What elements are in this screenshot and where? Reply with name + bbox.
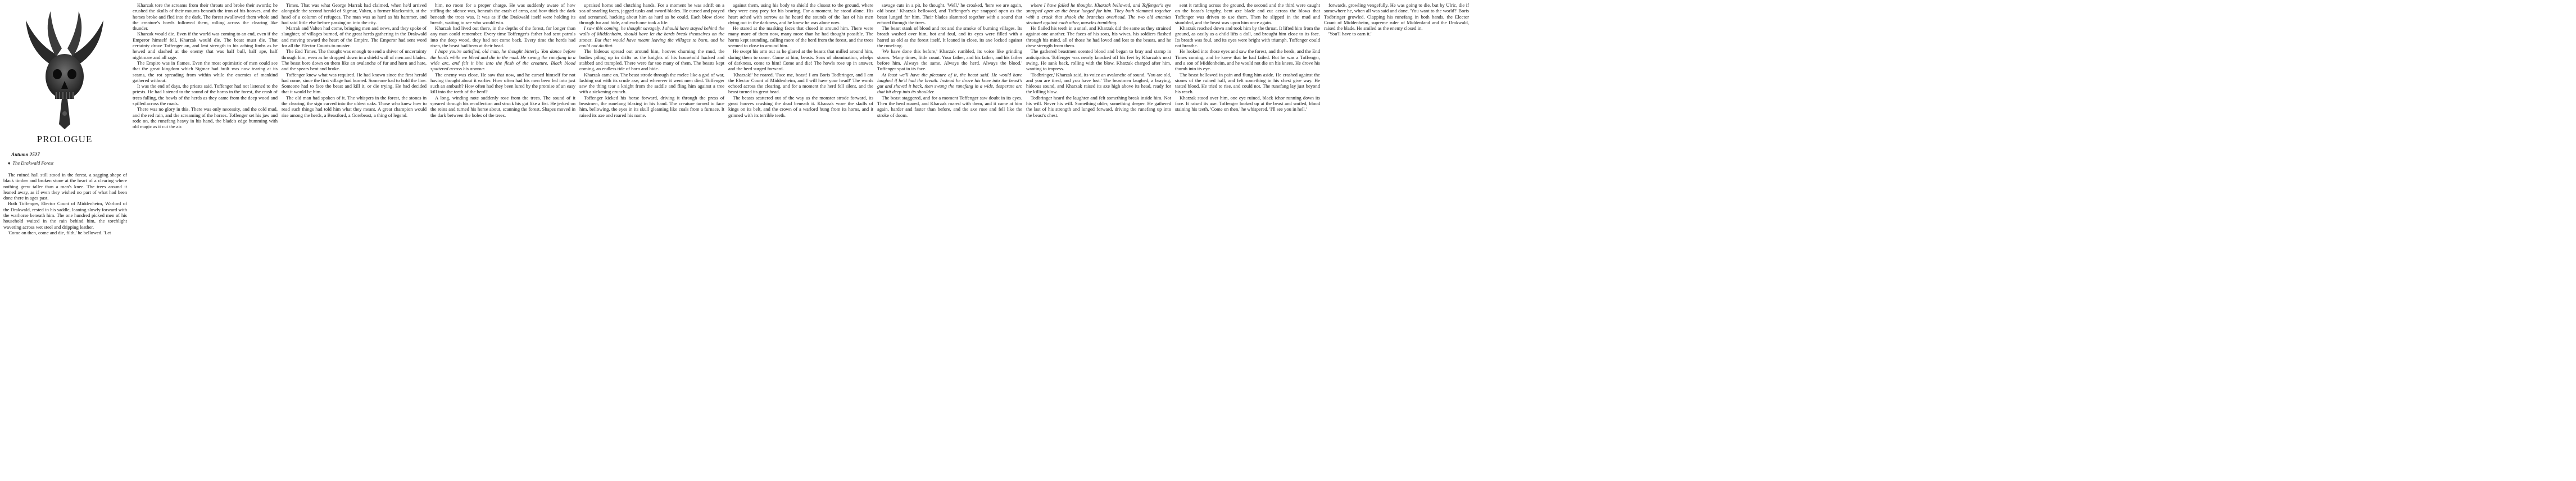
paragraph: Marrak and Valten had come, bringing men and news, and they spoke of slaughter, of villages burned, of the great herds gathering in the Drakwald and moving toward the heart of the Empire. The Emperor had sent word for all the Elector Counts to muster. <box>282 25 427 49</box>
paragraph: 'We have done this before,' Kharzak rumbled, its voice like grinding stones. 'Many times, little count. Your father, and his father, and his father before him. Always the same. Always the herd. Always the blood.' Toffenger spat in its face. <box>877 48 1022 72</box>
text-column-8 <box>1175 2 1320 479</box>
paragraph: him, no room for a proper charge. He was suddenly aware of how stifling the silence was, beneath the crash of arms, and how thick the dark beneath the trees was. It was as if the Drakwald itself were holding its breath, waiting to see who would win. <box>430 2 575 25</box>
paragraph: The gathered beastmen scented blood and began to bray and stamp in anticipation. Toffenger was nearly knocked off his feet by Kharzak's next swing. He sank back, rolling with the blow. Kharzak charged after him, wanting to impress. <box>1026 48 1171 72</box>
horned-skull-emblem-icon <box>22 3 107 131</box>
paragraph: He swept his arm out as he glared at the beasts that milled around him, daring them to come. Come at him, beasts. Sons of abomination, whelps of darkness, come to him! Come and die! The howls rose up in answer, and the herd surged forward. <box>728 48 873 72</box>
paragraph: A long, winding note suddenly rose from the trees. The sound of it speared through his recollection and struck his gut like a fist. He jerked on the reins and turned his horse about, scanning the forest. Shapes moved in the dark between the boles of the trees. <box>430 94 575 118</box>
paragraph: savage cuts in a pit, he thought. 'Well,' he croaked, 'here we are again, old beast.' Kharzak bellowed, and Toffenger's eye snapped open as the beast lunged for him. Their blades slammed together with a sound that echoed through the trees. <box>877 2 1022 25</box>
paragraph: Times. That was what George Marrak had claimed, when he'd arrived alongside the second herald of Sigmar, Valten, a former blacksmith, at the head of a column of refugees. The man was as hard as his hammer, and had said little else before passing on into the city. <box>282 2 427 25</box>
paragraph: It was the end of days, the priests said. Toffenger had not listened to the priests. He had listened to the sound of the horns in the forest, the crash of trees falling, the howls of the herds as they came from the deep wood and spilled across the roads. <box>133 83 278 107</box>
paragraph: Kharzak had lived out there, in the depths of the forest, for longer than any man could remember. Every time Toffenger's father had sent patrols into the deep wood, they had not come back. Every time the herds had risen, the beast had been at their head. <box>430 25 575 49</box>
paragraph: The old man had spoken of it. The whispers in the forest, the stones in the clearing, the sign carved into the oldest oaks. Those who knew how to read such things had told him what they meant. A great champion would rise among the herds, a Beastlord, a Gorebeast, a thing of legend. <box>282 94 427 118</box>
paragraph: Kharzak tore the screams from their throats and broke their swords; he crushed the skulls of their mounts beneath the iron of his hooves, and the horses broke and fled into the dark. The forest swallowed them whole and the creature's howls followed them, rolling across the clearing like thunder. <box>133 2 278 31</box>
paragraph: 'You'll have to earn it.' <box>1328 31 1372 37</box>
paragraph: 'Come on then, come and die, filth,' he bellowed. 'Let <box>8 229 111 235</box>
paragraph: The Empire was in flames. Even the most optimistic of men could see that the great kingdom which Sigmar had built was now tearing at its seams, the rot spreading from within while the enemies of mankind gathered without. <box>133 60 278 83</box>
paragraph: The hideous spread out around him, hooves churning the mud, the bodies piling up in drifts as the knights of his household hacked and stabbed and trampled. There were far too many of them. The beasts kept coming, an endless tide of horn and hide. <box>579 48 724 72</box>
paragraph: The beast staggered, and for a moment Toffenger saw doubt in its eyes. Then the herd roared, and Kharzak roared with them, and it came at him again, harder and faster than before, and the axe rose and fell like the stroke of doom. <box>877 94 1022 118</box>
paragraph: He looked into those eyes and saw the forest, and the herds, and the End Times coming, and he knew that he had failed. But he was a Toffenger, and a son of Middenheim, and he would not die on his knees. He drove his thumb into its eye. <box>1175 48 1320 72</box>
date-line: Autumn 2527 <box>11 152 40 157</box>
prologue-intro-column <box>0 0 129 481</box>
paragraph: At least we'll have the pleasure of it, the beast said. He would have laughed if he'd had the breath. Instead he drove his knee into the beast's gut and shoved it back, then swung the runefang in a wide, desperate arc that bit deep into its shoulder. <box>877 71 1022 95</box>
paragraph: 'Kharzak!' he roared. 'Face me, beast! I am Boris Todbringer, and I am the Elector Count of Middenheim, and I will have your head!' The words echoed across the clearing, and for a moment the herd fell silent, and the beast turned its great head. <box>728 71 873 95</box>
paragraph: Todbringer heard the laughter and felt something break inside him. Not his will. Never his will. Something older, something deeper. He gathered the last of his strength and lunged forward, driving the runefang up into the beast's chest. <box>1026 94 1171 118</box>
text-column-3 <box>430 2 575 479</box>
paragraph: The beast stank of blood and rot and the smoke of burning villages. Its breath washed over him, hot and foul, and its eyes were filled with a hatred as old as the forest itself. It leaned in close, its axe locked against the runefang. <box>877 25 1022 49</box>
text-column-7 <box>1026 2 1171 479</box>
paragraph: Kharzak came on. The beast strode through the melee like a god of war, lashing out with its crude axe, and wherever it went men died. Toffenger saw the thing tear a knight from the saddle and fling him against a tree with a sickening crunch. <box>579 71 724 95</box>
text-column-9 <box>1324 2 1469 479</box>
paragraph: The End Times. The thought was enough to send a shiver of uncertainty through him, even as he dropped down in a shield wall of men and blades. The beast bore down on them like an avalanche of fur and horn and hate, and the spears bent and broke. <box>282 48 427 72</box>
paragraph: I hope you're satisfied, old man, he thought bitterly. You dance before the herds while we bleed and die in the mud. He swung the runefang in a wide arc, and felt it bite into the flesh of the creature. Black blood spattered across his armour. <box>430 48 575 72</box>
paragraph: Kharzak stood over him, one eye ruined, black ichor running down its face. It raised its axe. Toffenger looked up at the beast and smiled, blood staining his teeth. 'Come on then,' he whispered. 'I'll see you in hell.' <box>1175 94 1320 112</box>
paragraph: The ruined hall still stood in the forest, a sagging shape of black timber and broken stone at the heart of a clearing where nothing grew taller than a man's knee. The trees around it leaned away, as if even they wished no part of what had been done there in ages past. <box>3 172 127 201</box>
location-subtitle: ♦ The Drakwald Forest <box>8 160 54 166</box>
paragraph: The beasts scattered out of the way as the monster strode forward, its great hooves crushing the dead beneath it. Kharzak wore the skulls of kings on its belt, and the crown of a warlord hung from its horns, and it grinned with its terrible teeth. <box>728 94 873 118</box>
paragraph: sent it rattling across the ground, the second and the third were caught on the beast's lengthy, bent axe blade and cut across the blows that Toffenger was driven to use them. Then he slipped in the mud and stumbled, and the beast was upon him once again. <box>1175 2 1320 25</box>
paragraph: upraised horns and clutching hands. For a moment he was adrift on a sea of snarling faces, jagged tusks and sword blades. He cursed and prayed and screamed, hacking about him as hard as he could. Each blow clove through fur and hide, and each one took a life. <box>579 2 724 25</box>
paragraph: against them, using his body to shield the closest to the ground, where they were easy prey for his bearing. For a moment, he stood alone. His heart ached with sorrow as he heard the sounds of the last of his men dying out in the darkness, and he knew he was alone now. <box>728 2 873 25</box>
paragraph: Toffenger kicked his horse forward, driving it through the press of beastmen, the runefang blazing in his hand. The creature turned to face him, bellowing, the eyes in its skull gleaming like coals from a furnace. It raised its axe and roared his name. <box>579 94 724 118</box>
chapter-title: PROLOGUE <box>37 134 93 144</box>
paragraph: where I have failed he thought. Kharzak bellowed, and Toffenger's eye snapped open as the beast lunged for him. They both slammed together with a crack that shook the branches overhead. The two old enemies strained against each other, muscles trembling. <box>1026 2 1171 25</box>
bullet-icon: ♦ <box>8 160 11 166</box>
text-column-5 <box>728 2 873 479</box>
paragraph: The enemy was close. He saw that now, and he cursed himself for not having thought about it earlier. How often had his men been led into just such an ambush? How often had they been lured by the promise of an easy kill into the teeth of the herd? <box>430 71 575 95</box>
text-column-4 <box>579 2 724 479</box>
paragraph: The beast bellowed in pain and flung him aside. He crashed against the stones of the ruined hall, and felt something in his chest give way. He tasted blood. He tried to rise, and could not. The runefang lay just beyond his reach. <box>1175 71 1320 95</box>
text-column-6 <box>877 2 1022 479</box>
paragraph: He flailed his teeth in a snarl, and Kharzak did the same as they strained against one another. The faces of his sons, his wives, his soldiers flashed through his mind, all of those he had loved and lost to the beasts, and he drew strength from them. <box>1026 25 1171 49</box>
paragraph: Kharzak reached down and took him by the throat. It lifted him from the ground, as easily as a child lifts a doll, and brought him close to its face. Its breath was foul, and its eyes were bright with triumph. Toffenger could not breathe. <box>1175 25 1320 49</box>
paragraph: There was no glory in this. There was only necessity, and the cold mud, and the red rain, and the screaming of the horses. Toffenger set his jaw and rode on, the runefang heavy in his hand, the blade's edge humming with old magic as it cut the air. <box>133 106 278 130</box>
paragraph: He stared at the masking faces that closed in around him. There were many more of them now, many more than he had thought possible. The horns kept sounding, calling more of the herd from the forest, and the trees seemed to close in around him. <box>728 25 873 49</box>
paragraph: Toffenger knew what was required. He had known since the first herald had come, since the first village had burned. Someone had to hold the line. Someone had to face the beast and kill it, or die trying. He had decided that it would be him. <box>282 71 427 95</box>
paragraph: Both Toffenger, Elector Count of Middenheim, Warlord of the Drakwald, rested in his saddle, leaning slowly forward with the warhorse beneath him. The one hundred picked men of his household waited in the rain behind him, the torchlight wavering across wet steel and dripping leather. <box>3 201 127 230</box>
paragraph: forwards, growling vengefully. He was going to die, but by Ulric, die if somewhere he, when all was said and done. 'You want to the world?' Boris Todbringer growled. Clapping his runefang in both hands, the Elector Count of Middenheim, supreme ruler of Middenland and the Drakwald, raised the blade. He smiled as the enemy closed in. <box>1324 2 1469 31</box>
paragraph: I saw this coming, he thought savagely. I should have stayed behind the walls of Middenheim, should have let the herds break themselves on the stones. But that would have meant leaving the villages to burn, and he could not do that. <box>579 25 724 49</box>
paragraph: 'Todbringer,' Kharzak said, its voice an avalanche of sound. 'You are old, and you are tired, and you have lost.' The beastmen laughed, a braying, hideous sound, and Kharzak raised its axe high above its head, ready for the killing blow. <box>1026 71 1171 95</box>
text-column-2 <box>282 2 427 479</box>
text-column-1 <box>133 2 278 479</box>
intro-text <box>3 172 127 479</box>
paragraph: Kharzak would die. Even if the world was coming to an end, even if the Emperor himself fell, Kharzak would die. The beast must die. That certainty drove Toffenger on, and lent strength to his aching limbs as he hewed and slashed at the enemy that was half bull, half ape, half nightmare and all rage. <box>133 31 278 60</box>
